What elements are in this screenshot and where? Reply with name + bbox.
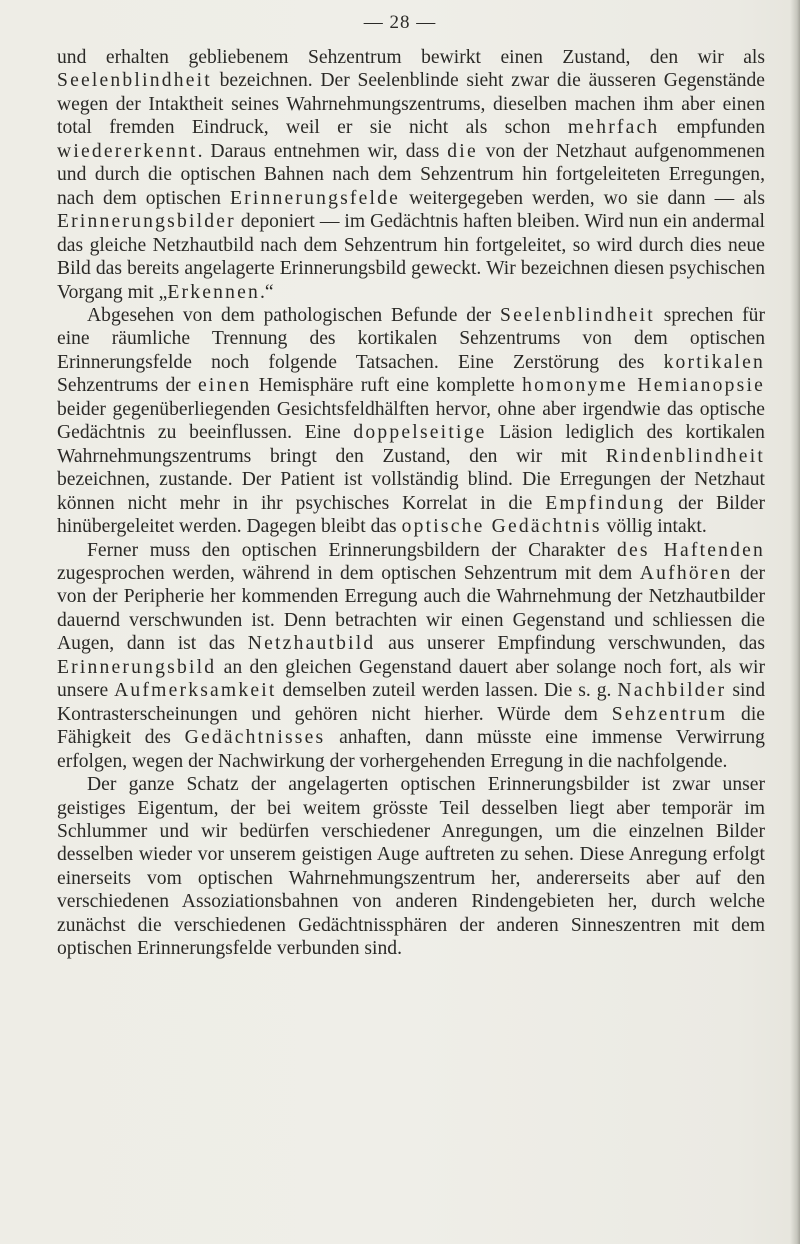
text-run: sind Kontrasterscheinungen und gehören nicht hierher. Würde dem [57,680,765,725]
spaced-emphasis: Gedächtnisses [184,727,326,749]
spaced-emphasis: Aufhören [639,562,733,584]
paragraph [57,46,765,304]
text-run: Sehzentrums der [57,375,198,397]
text-run: die Fähigkeit des [57,703,765,749]
text-run: Der ganze Schatz der angelagerten optischen Erinnerungsbilder ist zwar unser geistiges Eigentum, der bei weitem grösste Teil desselben liegt aber temporär im Schlummer und wir bedürfen verschiedener Anregungen, um die einzelnen Bilder desselben wieder vor unserem geistigen Auge auftreten zu sehen. Diese Anregung erfolgt einerseits vom optischen Wahrnehmungszentrum her, andererseits aber auf den verschiedenen Assoziationsbahnen von anderen Rindengebieten her, durch welche zunächst die verschiedenen Gedächtnissphären der anderen Sinneszentren mit dem optischen Erinnerungsfelde verbunden sind. [57,774,765,960]
text-run: völlig intakt. [601,516,707,538]
text-run: beider gegenüberliegenden Gesichtsfeldhälften hervor, ohne aber irgendwie das optische Gedächtnis zu beeinflussen. Eine [57,398,765,444]
spaced-emphasis: doppelseitige [353,422,487,444]
spaced-emphasis: Empfindung [545,492,666,514]
spaced-emphasis: Netzhautbild [247,633,376,655]
paragraph [57,304,765,539]
paragraph [57,539,765,774]
spaced-emphasis: Seelenblindheit [500,304,655,326]
text-run: der von der Peripherie her kommenden Erregung auch die Wahrnehmung der Netzhautbilder dauernd verschwunden ist. Denn betrachten wir einen Gegenstand und schliessen die Augen, dann ist das [57,562,766,655]
text-run: bezeichnen, zustande. Der Patient ist vollständig blind. Die Erregungen der Netzhaut können nicht mehr in ihr psychisches Korrelat in die [57,469,765,514]
text-run: Ferner muss den optischen Erinnerungsbildern der Charakter [87,539,618,561]
text-run: und erhalten gebliebenem Sehzentrum bewirkt einen Zustand, den wir als [57,47,765,68]
text-run: Hemisphäre ruft eine komplette [251,375,523,397]
text-run: an den gleichen Gegenstand dauert aber solange noch fort, als wir unsere [57,656,765,702]
page-edge-shadow [790,0,800,1244]
text-run: demselben zuteil werden lassen. Die s. g. [276,680,618,702]
spaced-emphasis: Rindenblindheit [605,445,765,467]
text-run: empfunden [659,117,765,139]
spaced-emphasis: homonyme Hemianopsie [522,375,765,397]
text-run: von der Netzhaut aufgenommenen und durch die optischen Bahnen nach dem Sehzentrum hin fortgeleiteten Erregungen, nach dem optischen [57,140,765,209]
spaced-emphasis: Erinnerungsbilder [57,211,236,233]
spaced-emphasis: des Haftenden [617,539,765,561]
spaced-emphasis: einen [197,375,252,397]
spaced-emphasis: mehrfach [567,117,660,139]
spaced-emphasis: Aufmerksamkeit [114,680,277,702]
spaced-emphasis: Erkennen [167,281,260,303]
spaced-emphasis: optische Gedächtnis [401,516,602,538]
spaced-emphasis: Seelenblindheit [57,70,212,92]
spaced-emphasis: Erinnerungsfelde [229,187,401,209]
paragraph [57,773,765,961]
spaced-emphasis: Sehzentrum [611,703,728,725]
text-run: anhaften, dann müsste eine immense Verwirrung erfolgen, wegen der Nachwirkung der vorhergehenden Erregung in die nachfolgende. [57,727,765,772]
text-run: zugesprochen werden, während in dem optischen Sehzentrum mit dem [57,562,640,584]
text-run: der Bilder hinübergeleitet werden. Dagegen bleibt das [57,492,766,538]
text-run: aus unserer Empfindung verschwunden, das [375,633,766,655]
body-text [57,46,765,961]
text-run: sprechen für eine räumliche Trennung des kortikalen Sehzentrums von dem optischen Erinnerungsfelde noch folgende Tatsachen. Eine Zerstörung des [57,304,765,373]
text-run: bezeichnen. Der Seelenblinde sieht zwar die äusseren Gegenstände wegen der Intaktheit seines Wahrnehmungszentrums, dieselben machen ihm aber einen total fremden Eindruck, weil er sie nicht als schon [57,70,765,139]
spaced-emphasis: Erinnerungsbild [57,656,217,678]
text-run: weitergegeben werden, wo sie dann — als [400,187,765,209]
spaced-emphasis: wiedererkennt [57,140,198,162]
text-run: Läsion lediglich des kortikalen Wahrnehmungszentrums bringt den Zustand, den wir mit [57,422,765,467]
text-run: .“ [260,281,274,303]
text-run: . Daraus entnehmen wir, dass [197,140,448,162]
spaced-emphasis: kortikalen [663,351,765,373]
text-run: deponiert — im Gedächtnis haften bleiben. Wird nun ein andermal das gleiche Netzhautbild nach dem Sehzentrum hin fortgeleitet, so wird durch dies neue Bild das bereits angelagerte Erinnerungsbild geweckt. Wir bezeichnen diesen psychischen Vorgang mit „ [57,211,765,303]
text-run: Abgesehen von dem pathologischen Befunde der [87,304,501,326]
page-number: — 28 — [363,12,437,33]
spaced-emphasis: Nachbilder [617,680,727,702]
spaced-emphasis: die [447,140,478,162]
